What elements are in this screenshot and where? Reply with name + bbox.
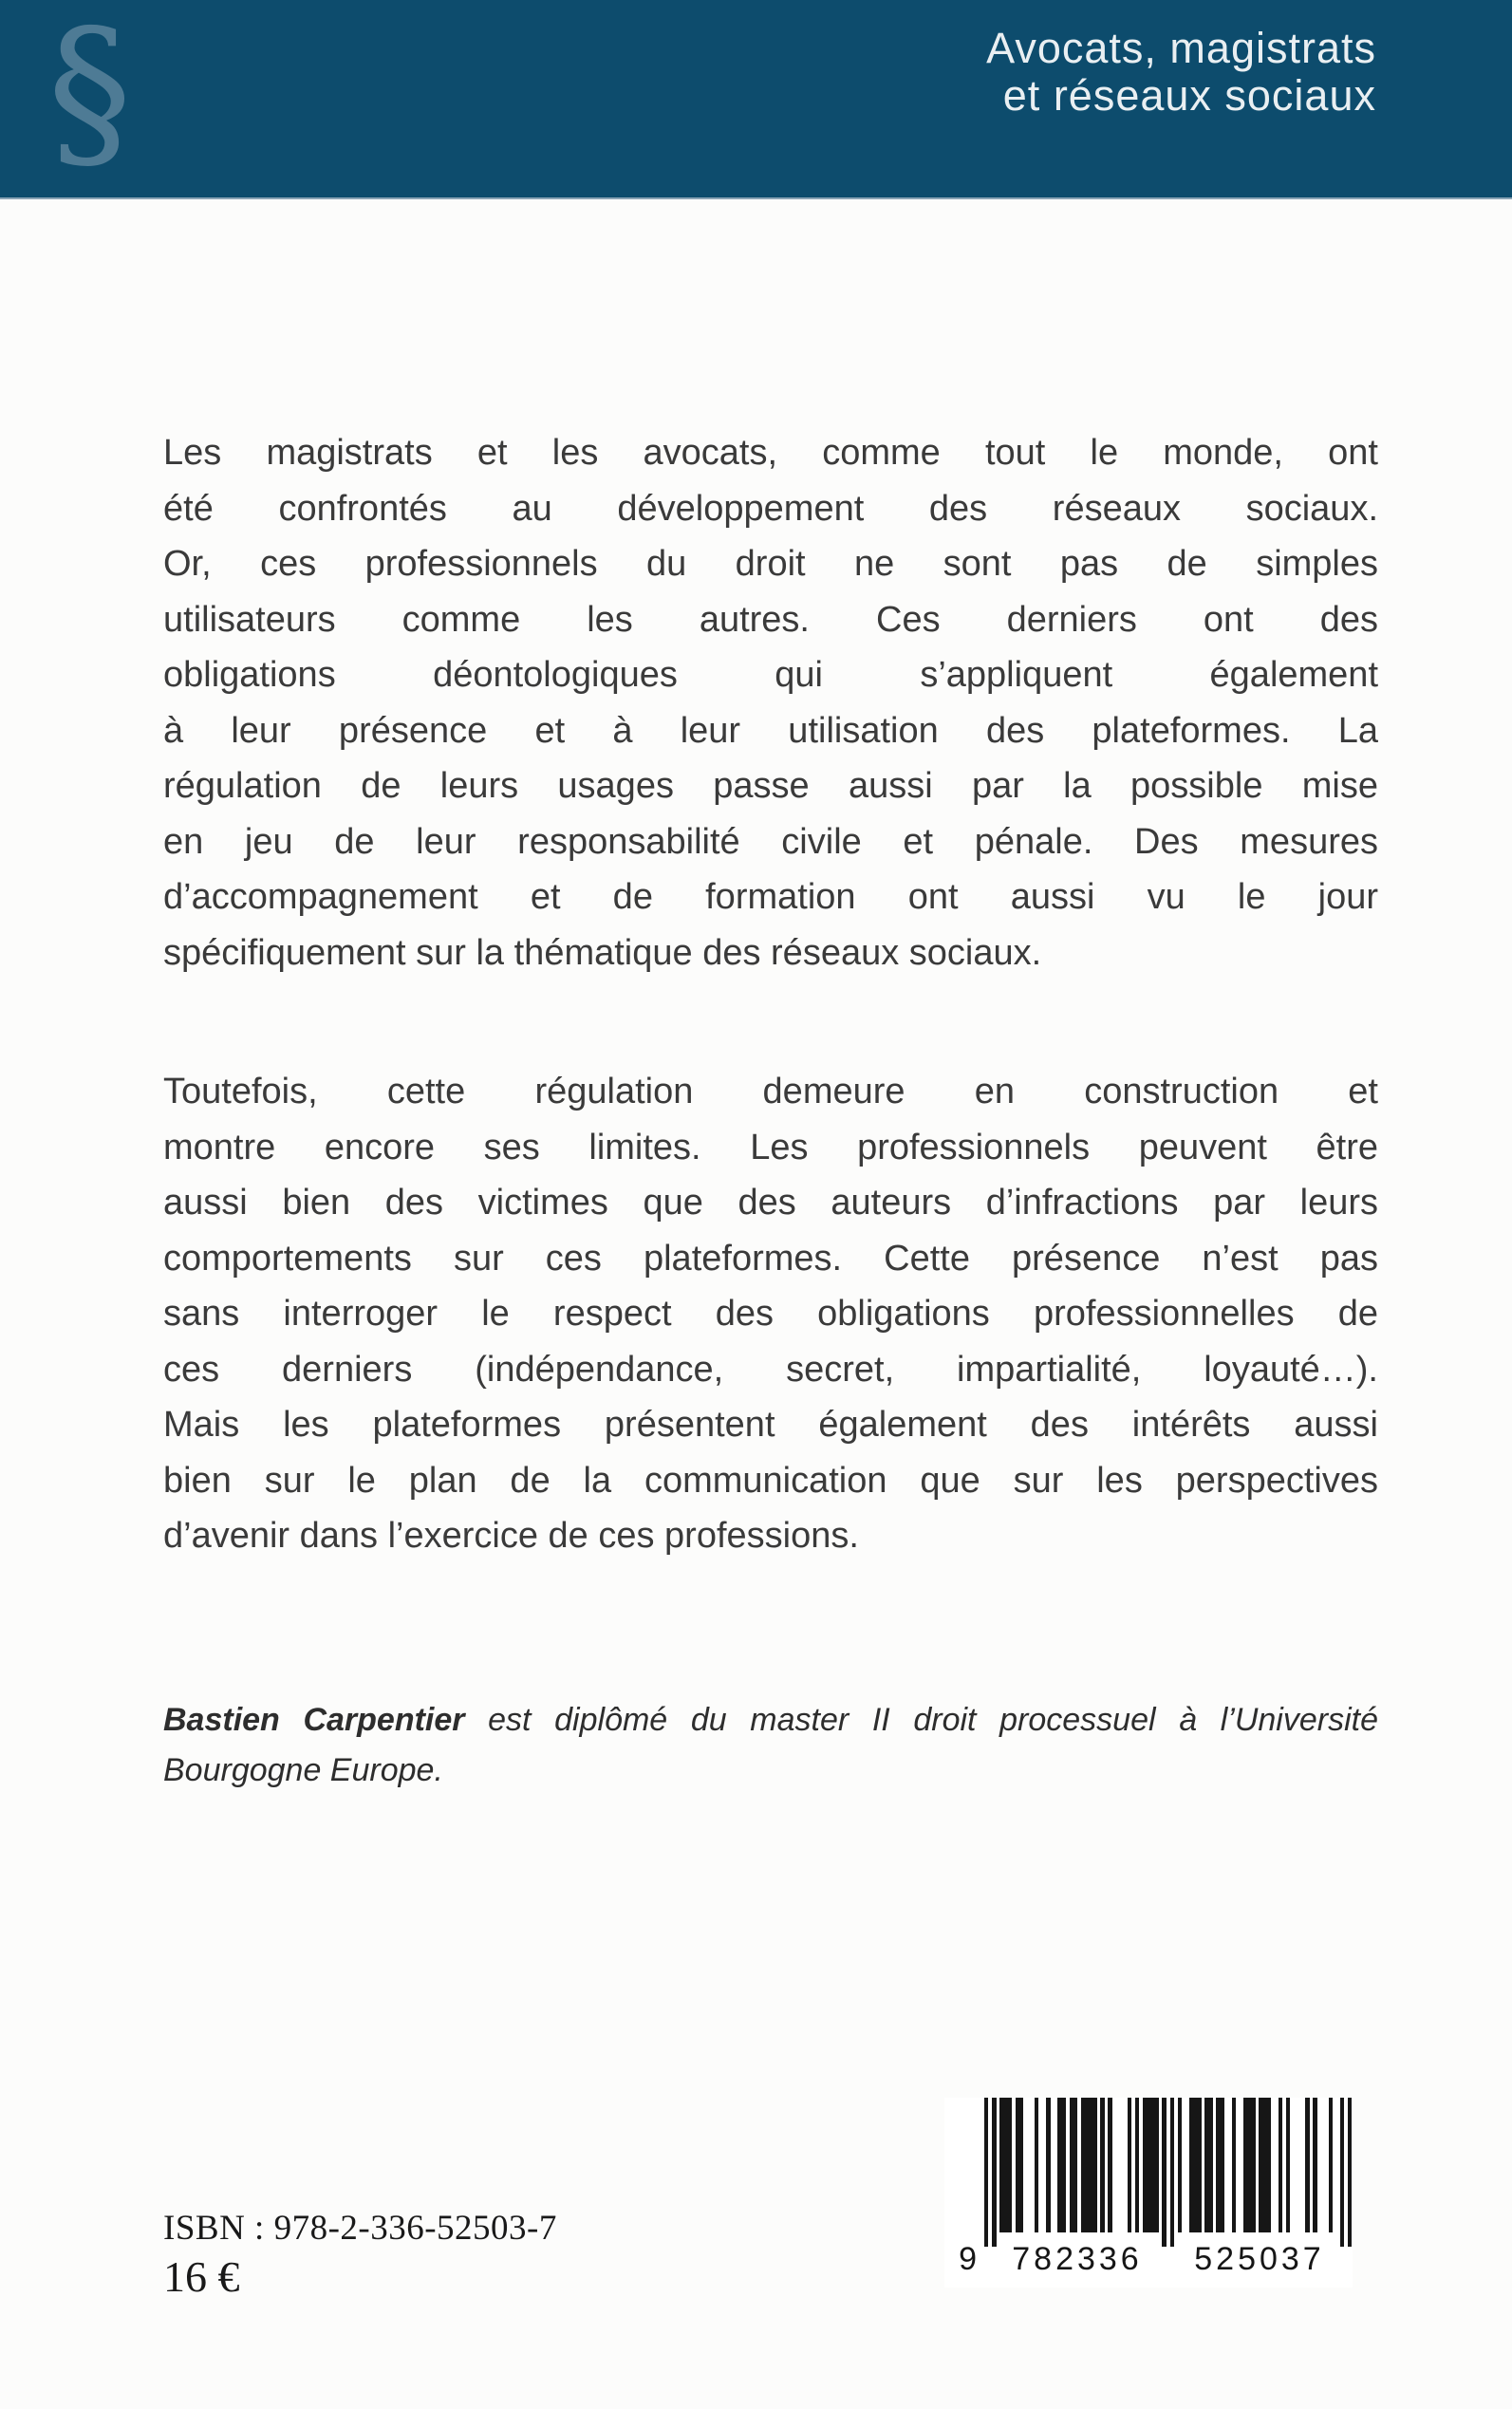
- barcode-bar: [1057, 2098, 1066, 2232]
- author-bio-line2: Bourgogne Europe.: [163, 1752, 443, 1788]
- barcode-bar: [1081, 2098, 1097, 2232]
- text-line: Or, ces professionnels du droit ne sont pas de simples: [163, 544, 1378, 584]
- price-text: 16 €: [163, 2252, 240, 2301]
- text-line: été confrontés au développement des réseaux sociaux.: [163, 488, 1378, 529]
- book-title-line2: et réseaux sociaux: [1002, 71, 1376, 120]
- text-line: comportements sur ces plateformes. Cette présence n’est pas: [163, 1238, 1378, 1279]
- barcode-bar: [984, 2098, 988, 2247]
- author-bio-text: est diplômé du master II droit processuel à l’Université: [464, 1702, 1378, 1738]
- barcode-bar: [1305, 2098, 1309, 2232]
- barcode-bar: [1070, 2098, 1078, 2232]
- barcode-bar: [1232, 2098, 1236, 2232]
- text-line: d’accompagnement et de formation ont aussi vu le jour: [163, 877, 1378, 917]
- barcode-bar: [1143, 2098, 1159, 2232]
- isbn-text: ISBN : 978-2-336-52503-7: [163, 2209, 557, 2248]
- text-line: Mais les plateformes présentent également des intérêts aussi: [163, 1405, 1378, 1445]
- barcode-bar: [1135, 2098, 1139, 2232]
- text-line: d’avenir dans l’exercice de ces professions.: [163, 1516, 859, 1556]
- section-sign-icon: §: [47, 0, 132, 190]
- barcode-bar: [1046, 2098, 1050, 2232]
- text-line: aussi bien des victimes que des auteurs d’infractions par leurs: [163, 1183, 1378, 1223]
- text-line: montre encore ses limites. Les professionnels peuvent être: [163, 1127, 1378, 1167]
- barcode-bar: [999, 2098, 1012, 2232]
- barcode-digit-first: 9: [959, 2241, 977, 2277]
- text-line: spécifiquement sur la thématique des réseaux sociaux.: [163, 932, 1042, 973]
- book-title-line1: Avocats, magistrats: [986, 24, 1376, 72]
- text-line: Les magistrats et les avocats, comme tout le monde, ont: [163, 433, 1378, 473]
- barcode-bar: [1313, 2098, 1316, 2232]
- barcode-bar: [1286, 2098, 1290, 2232]
- barcode-bar: [1259, 2098, 1271, 2232]
- text-line: utilisateurs comme les autres. Ces derniers ont des: [163, 599, 1378, 640]
- barcode-bar: [1340, 2098, 1344, 2247]
- text-line: régulation de leurs usages passe aussi par la possible mise: [163, 766, 1378, 806]
- barcode-bar: [1216, 2098, 1224, 2232]
- barcode-bar: [1162, 2098, 1166, 2247]
- barcode-bar: [1100, 2098, 1104, 2232]
- synopsis-paragraph-1: [163, 425, 1378, 980]
- barcode-bar: [1243, 2098, 1256, 2232]
- barcode-digits-left: 782336: [1012, 2241, 1143, 2277]
- synopsis-paragraph-2: [163, 1064, 1378, 1564]
- text-line: sans interroger le respect des obligations professionnelles de: [163, 1294, 1378, 1334]
- text-line: obligations déontologiques qui s’appliquent également: [163, 655, 1378, 695]
- barcode-bar: [1189, 2098, 1202, 2232]
- text-line: à leur présence et à leur utilisation des plateformes. La: [163, 710, 1378, 751]
- barcode-bar: [1178, 2098, 1182, 2232]
- barcode-bar: [1108, 2098, 1111, 2232]
- barcode-bar: [1329, 2098, 1333, 2232]
- barcode-bar: [1279, 2098, 1282, 2232]
- barcode-bar: [1170, 2098, 1174, 2247]
- barcode-bar: [992, 2098, 996, 2247]
- header-band: [0, 0, 1512, 199]
- barcode-digits-right: 525037: [1194, 2241, 1325, 2277]
- text-line: en jeu de leur responsabilité civile et pénale. Des mesures: [163, 821, 1378, 862]
- text-line: bien sur le plan de la communication que sur les perspectives: [163, 1460, 1378, 1501]
- text-line: ces derniers (indépendance, secret, impartialité, loyauté…).: [163, 1349, 1378, 1390]
- author-name: Bastien Carpentier: [163, 1702, 465, 1738]
- barcode-bar: [1035, 2098, 1038, 2232]
- barcode-bar: [1204, 2098, 1213, 2232]
- author-bio-line1: [163, 1695, 1378, 1746]
- barcode-bar: [1348, 2098, 1352, 2247]
- text-line: Toutefois, cette régulation demeure en construction et: [163, 1072, 1378, 1111]
- author-bio: [163, 1695, 1378, 1796]
- barcode-bar: [1128, 2098, 1131, 2232]
- ean13-barcode: [944, 2098, 1353, 2288]
- barcode-bar: [1016, 2098, 1024, 2232]
- book-title: [986, 25, 1376, 120]
